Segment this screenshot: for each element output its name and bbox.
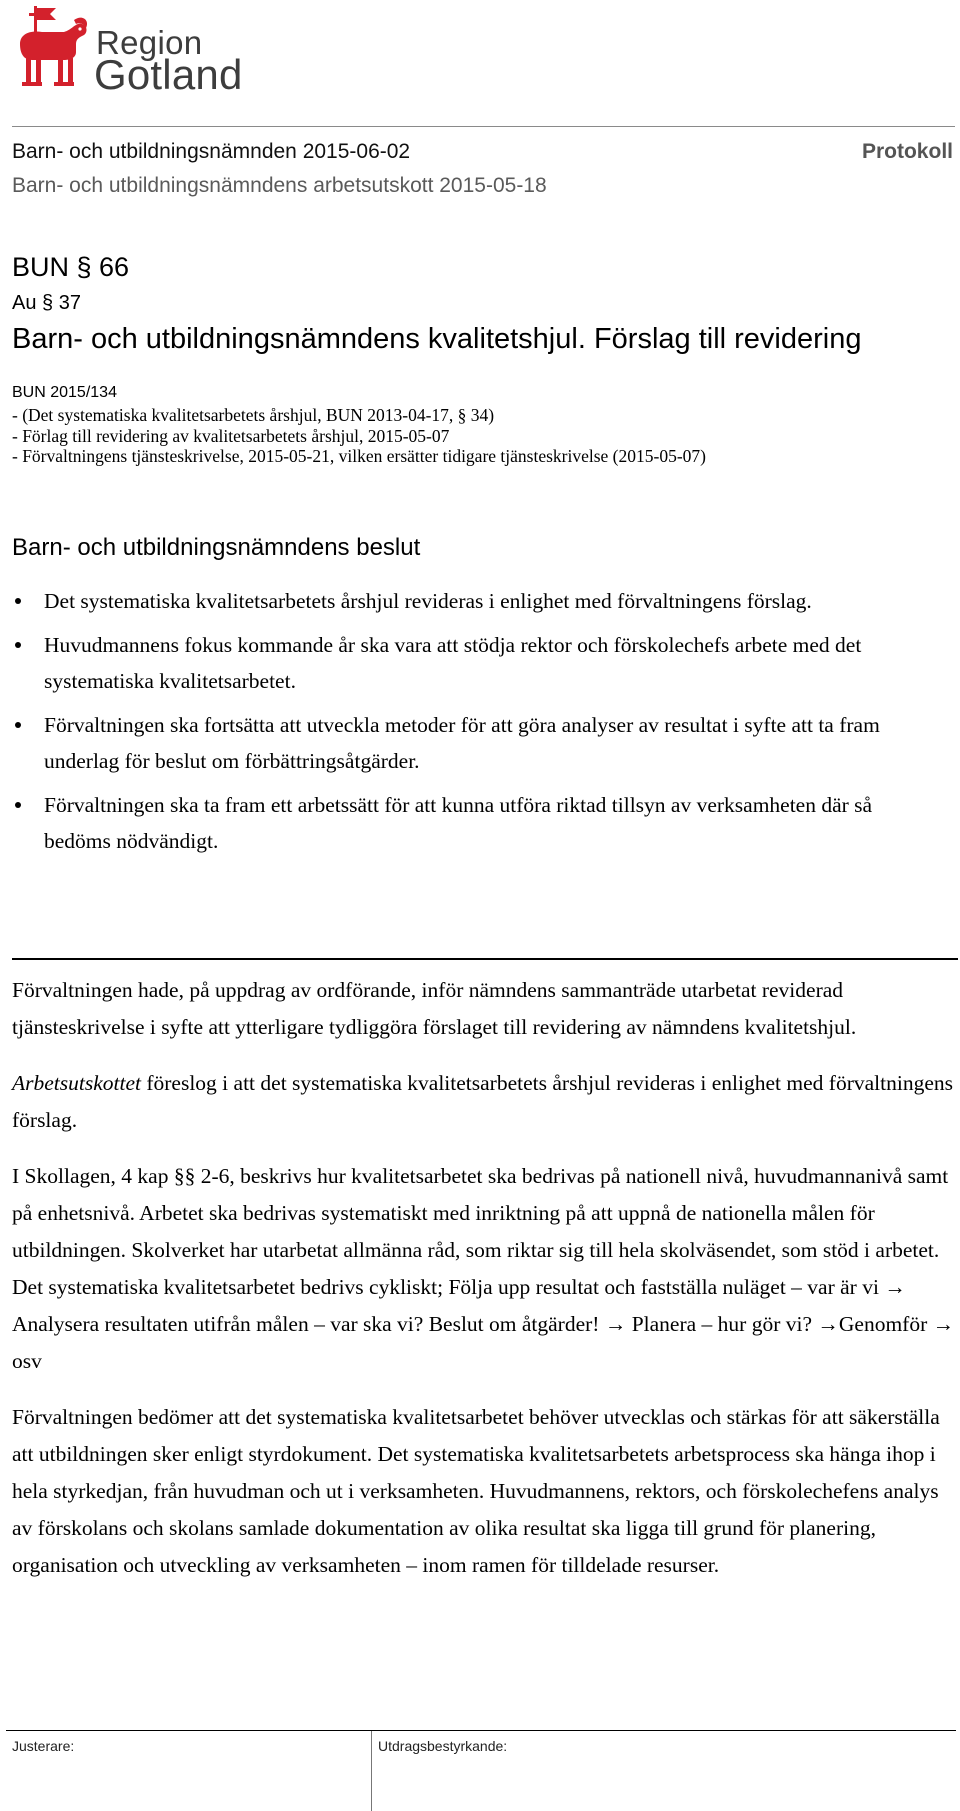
bullet-icon xyxy=(15,802,21,808)
decision-item xyxy=(12,583,942,619)
body-text xyxy=(12,972,958,1603)
body-italic-term: Arbetsutskottet xyxy=(12,1071,141,1095)
decision-item-text: Huvudmannens fokus kommande år ska vara att stödja rektor och förskolechefs arbete med det systematiska kvalitetsarbetet. xyxy=(44,633,862,693)
bullet-icon xyxy=(15,642,21,648)
body-paragraph xyxy=(12,1065,958,1139)
decision-item-text: Förvaltningen ska ta fram ett arbetssätt för att kunna utföra riktad tillsyn av verksamheten där så bedöms nödvändigt. xyxy=(44,793,873,853)
document-type-label: Protokoll xyxy=(861,140,953,163)
justerare-label: Justerare: xyxy=(12,1738,75,1754)
diary-number: BUN 2015/134 xyxy=(12,384,117,401)
bullet-icon xyxy=(15,598,21,604)
decision-list xyxy=(12,583,942,867)
decision-item xyxy=(12,787,942,859)
utdrag-label: Utdragsbestyrkande: xyxy=(378,1738,508,1754)
body-paragraph: I Skollagen, 4 kap §§ 2-6, beskrivs hur kvalitetsarbetet ska bedrivas på nationell nivå, huvudmannanivå samt på enhetsnivå. Arbetet ska bedrivas systematiskt med inriktning på att uppnå de nationella målen för utbildningen. Skolverket har utarbetat allmänna råd, som riktar sig till hela skolväsendet, som stöd i arbetet. Det systematiska kvalitetsarbetet bedrivs cykliskt; Följa upp resultat och fastställa nuläget – var är vi → Analysera resultaten utifrån målen – var ska vi? Beslut om åtgärder! → Planera – hur gör vi? →Genomför → osv xyxy=(12,1164,955,1373)
decision-heading: Barn- och utbildningsnämndens beslut xyxy=(12,534,421,561)
signature-footer xyxy=(6,1730,956,1811)
body-paragraph: Förvaltningen hade, på uppdrag av ordförande, inför nämndens sammanträde utarbetat reviderad tjänsteskrivelse i syfte att ytterligare tydliggöra förslaget till revidering av nämndens kvalitetshjul. xyxy=(12,978,857,1039)
header-divider xyxy=(12,126,955,127)
page-title: Barn- och utbildningsnämndens kvalitetshjul. Förslag till revidering xyxy=(12,323,862,355)
decision-item xyxy=(12,627,942,699)
logo-text-gotland: Gotland xyxy=(94,51,243,98)
bun-paragraph-number: BUN § 66 xyxy=(12,252,130,282)
decision-item-text: Förvaltningen ska fortsätta att utveckla metoder för att göra analyser av resultat i syfte att ta fram underlag för beslut om förbättringsåtgärder. xyxy=(44,713,880,773)
body-paragraph-text: föreslog i att det systematiska kvalitetsarbetets årshjul revideras i enlighet med förvaltningens förslag. xyxy=(12,1071,953,1132)
meeting-heading: Barn- och utbildningsnämnden 2015-06-02 xyxy=(12,140,411,163)
au-paragraph-number: Au § 37 xyxy=(12,292,81,314)
body-paragraph: Förvaltningen bedömer att det systematiska kvalitetsarbetet behöver utvecklas och stärkas för att säkerställa att utbildningen sker enligt styrdokument. Det systematiska kvalitetsarbetets arbetsprocess ska hänga ihop i hela styrkedjan, från huvudman och ut i verksamheten. Huvudmannens, rektors, och förskolechefens analys av förskolans och skolans samlade dokumentation av olika resultat ska ligga till grund för planering, organisation och utveckling av verksamheten – inom ramen för tilldelade resurser. xyxy=(12,1405,940,1577)
decision-item-text: Det systematiska kvalitetsarbetets årshjul revideras i enlighet med förvaltningens förslag. xyxy=(44,589,812,613)
section-divider xyxy=(12,958,958,960)
justerare-cell xyxy=(6,1731,372,1811)
reference-list xyxy=(12,405,706,467)
region-gotland-logo xyxy=(12,4,252,98)
reference-item: - Förvaltningens tjänsteskrivelse, 2015-05-21, vilken ersätter tidigare tjänsteskrivelse (2015-05-07) xyxy=(12,446,706,466)
reference-item: - Förlag till revidering av kvalitetsarbetets årshjul, 2015-05-07 xyxy=(12,425,450,446)
reference-item: - (Det systematiska kvalitetsarbetets årshjul, BUN 2013-04-17, § 34) xyxy=(12,405,495,425)
ram-emblem-icon xyxy=(12,4,92,90)
decision-item xyxy=(12,707,942,779)
logo-text-region: Region xyxy=(96,24,203,61)
committee-heading: Barn- och utbildningsnämndens arbetsutskott 2015-05-18 xyxy=(12,174,547,197)
bullet-icon xyxy=(15,722,21,728)
